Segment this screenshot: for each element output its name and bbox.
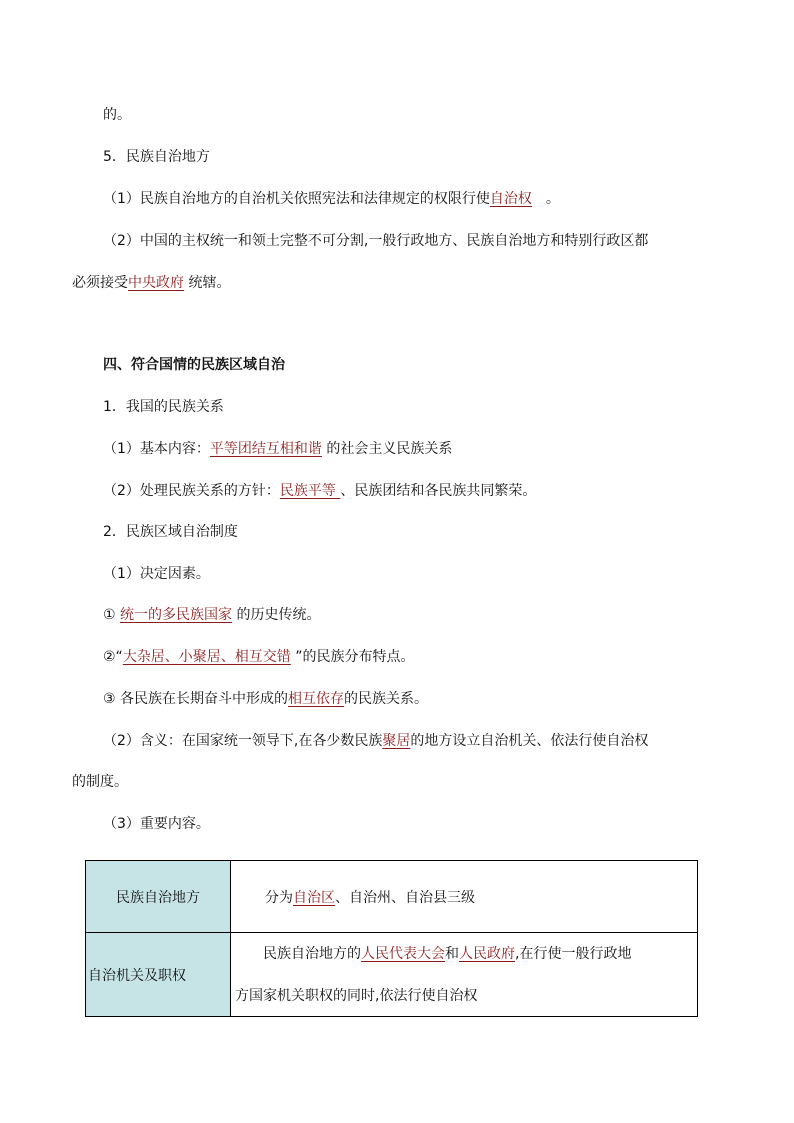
text: 、民族团结和各民族共同繁荣。 xyxy=(340,483,537,499)
text: 、自治州、自治县三级 xyxy=(335,889,475,906)
text: ②“ xyxy=(103,649,123,665)
text: （2）处理民族关系的方针： xyxy=(103,483,280,499)
text: 必须接受 xyxy=(72,275,128,291)
cell-line: 方国家机关职权的同时,依法行使自治权 xyxy=(235,987,478,1004)
text-line xyxy=(103,439,452,459)
answer-text: 聚居 xyxy=(382,733,411,749)
table-value-cell xyxy=(231,861,698,933)
text: 分为 xyxy=(265,889,293,906)
text: 统辖。 xyxy=(184,275,231,291)
text: 民族自治地方的 xyxy=(263,945,361,962)
text-line: 的。 xyxy=(103,107,131,123)
text-line xyxy=(72,273,230,293)
table-row xyxy=(86,933,698,1017)
answer-text: 自治权 xyxy=(489,191,532,207)
text-line xyxy=(103,189,560,209)
answer-text: 民族平等 xyxy=(279,483,341,499)
text: （1）基本内容： xyxy=(103,441,210,457)
cell-line xyxy=(235,944,691,964)
answer-text: 人民政府 xyxy=(459,945,515,962)
section-heading-5: 5．民族自治地方 xyxy=(103,149,210,165)
text-line: （3）重要内容。 xyxy=(103,816,210,832)
table-label: 民族自治地方 xyxy=(116,889,200,906)
text: 的社会主义民族关系 xyxy=(321,441,453,457)
text-line: （2）中国的主权统一和领土完整不可分割,一般行政地方、民族自治地方和特别行政区都 xyxy=(103,233,649,249)
text-line xyxy=(103,647,415,667)
text: （1）民族自治地方的自治机关依照宪法和法律规定的权限行使 xyxy=(103,191,490,207)
answer-text: 统一的多民族国家 xyxy=(120,607,233,623)
table-value-cell xyxy=(231,933,698,1017)
text-line xyxy=(103,605,320,625)
text-line xyxy=(103,731,648,751)
answer-text: 大杂居、小聚居、相互交错 xyxy=(122,649,291,665)
text: 的地方设立自治机关、依法行使自治权 xyxy=(410,733,649,749)
answer-text: 相互依存 xyxy=(288,691,345,707)
answer-text: 中央政府 xyxy=(128,275,184,291)
text-line xyxy=(103,481,536,501)
text: ③ 各民族在长期奋斗中形成的 xyxy=(103,691,289,707)
text-line: 的制度。 xyxy=(72,774,128,790)
text: ”的民族分布特点。 xyxy=(290,649,415,665)
section-heading-2: 2．民族区域自治制度 xyxy=(103,524,238,540)
text: 的民族关系。 xyxy=(344,691,429,707)
text: 。 xyxy=(531,191,560,207)
table-row xyxy=(86,861,698,933)
answer-text: 自治区 xyxy=(293,889,335,906)
answer-text: 人民代表大会 xyxy=(361,945,445,962)
table-label-cell xyxy=(86,861,231,933)
text: 的历史传统。 xyxy=(232,607,321,623)
text-line: （1）决定因素。 xyxy=(103,566,210,582)
text: ,在行使一般行政地 xyxy=(515,945,632,962)
text: 和 xyxy=(445,945,459,962)
chapter-heading: 四、符合国情的民族区域自治 xyxy=(103,357,285,373)
text: （2）含义：在国家统一领导下,在各少数民族 xyxy=(103,733,383,749)
content-table xyxy=(85,860,698,1017)
section-heading-1: 1．我国的民族关系 xyxy=(103,399,224,415)
table-label: 自治机关及职权 xyxy=(88,967,186,984)
text: ① xyxy=(103,607,121,623)
text-line xyxy=(103,689,428,709)
answer-text: 平等团结互相和谐 xyxy=(209,441,322,457)
table-label-cell xyxy=(86,933,231,1017)
